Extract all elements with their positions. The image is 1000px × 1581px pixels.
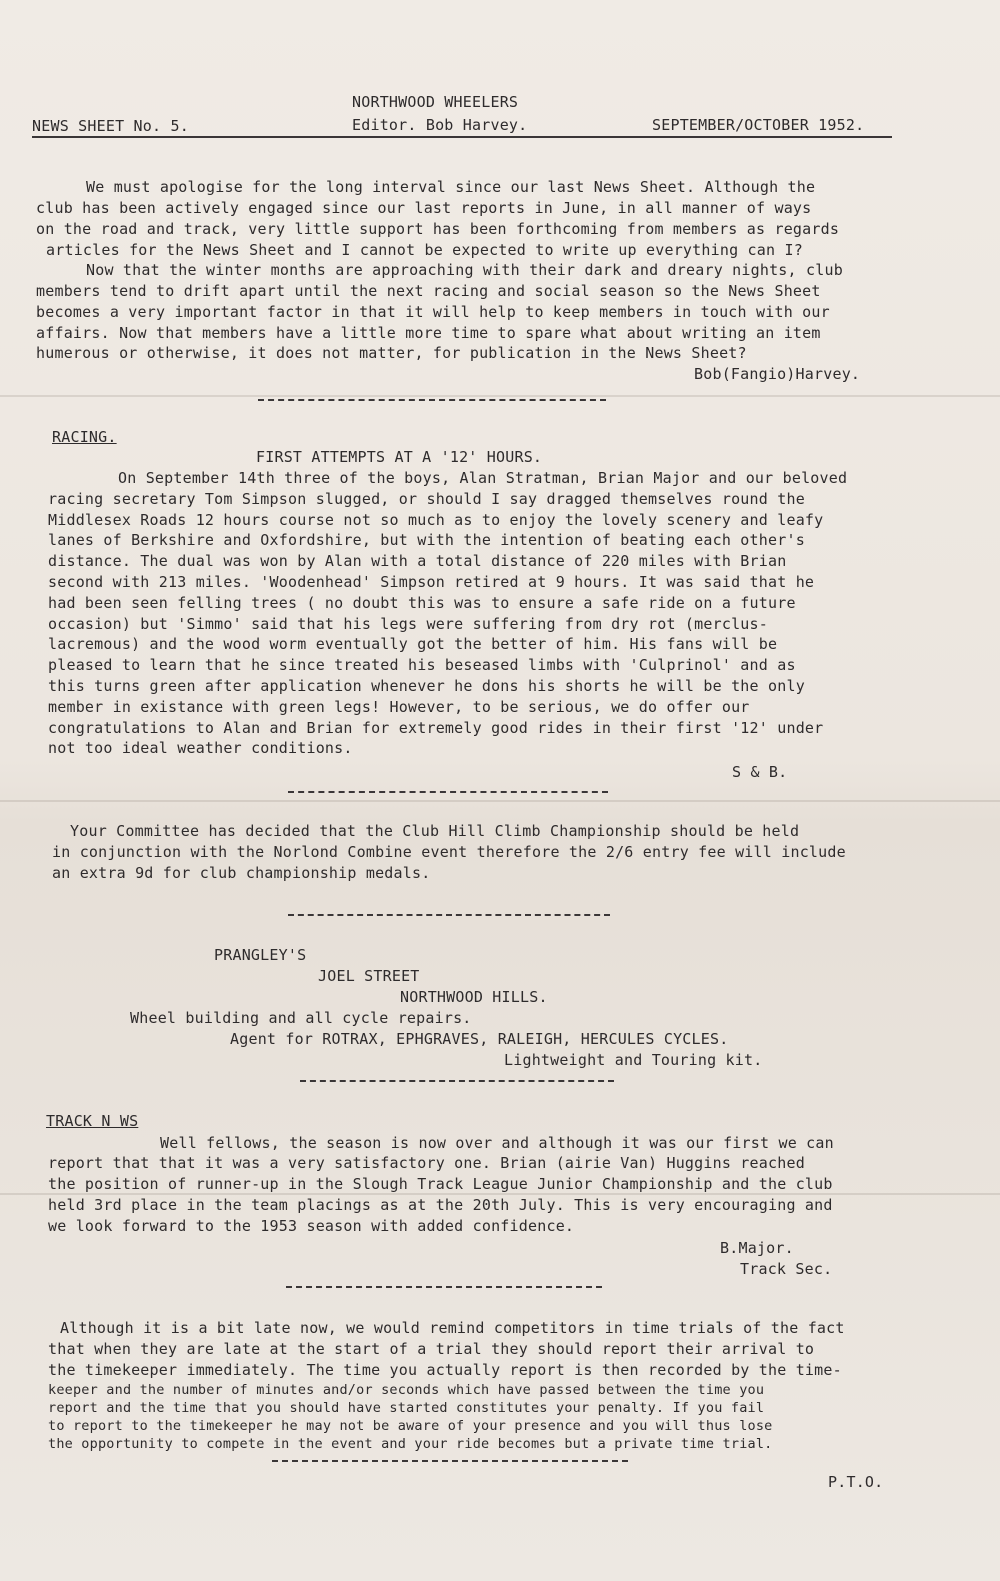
please-turn-over: P.T.O. [828,1473,884,1491]
racing-line: pleased to learn that he since treated his beseased limbs with 'Culprinol' and as [48,656,796,674]
racing-title: FIRST ATTEMPTS AT A '12' HOURS. [256,448,543,466]
paper-fold-line [0,800,1000,802]
section-divider [258,399,606,401]
track-line: the position of runner-up in the Slough Track League Junior Championship and the club [48,1175,833,1193]
advert-agents: Agent for ROTRAX, EPHGRAVES, RALEIGH, HERCULES CYCLES. [230,1030,729,1048]
track-signature-name: B.Major. [720,1239,794,1257]
racing-line: this turns green after application whenever he dons his shorts he will be the only [48,677,805,695]
racing-signature: S & B. [732,763,788,781]
advert-town: NORTHWOOD HILLS. [400,988,548,1006]
racing-heading: RACING. [52,428,117,446]
section-divider [272,1460,628,1462]
timetrial-line: the opportunity to compete in the event and your ride becomes but a private time trial. [48,1436,773,1452]
committee-line: an extra 9d for club championship medals. [52,864,431,882]
racing-line: Middlesex Roads 12 hours course not so much as to enjoy the lovely scenery and leafy [48,511,824,529]
racing-line: had been seen felling trees ( no doubt this was to ensure a safe ride on a future [48,594,796,612]
club-name: NORTHWOOD WHEELERS [352,93,519,111]
intro-line: on the road and track, very little support has been forthcoming from members as regards [36,220,840,238]
intro-signature: Bob(Fangio)Harvey. [694,365,861,383]
editor-line: Editor. Bob Harvey. [352,116,528,134]
intro-line: Now that the winter months are approaching with their dark and dreary nights, club [86,261,843,279]
racing-line: On September 14th three of the boys, Alan Stratman, Brian Major and our beloved [118,469,848,487]
advert-services: Wheel building and all cycle repairs. [130,1009,472,1027]
section-divider [300,1080,614,1082]
track-line: Well fellows, the season is now over and although it was our first we can [160,1134,834,1152]
section-divider [288,914,610,916]
intro-line: becomes a very important factor in that it will help to keep members in touch with our [36,303,830,321]
timetrial-line: that when they are late at the start of a trial they should report their arrival to [48,1340,815,1358]
timetrial-line: report and the time that you should have started constitutes your penalty. If you fail [48,1400,765,1416]
committee-line: in conjunction with the Norlond Combine event therefore the 2/6 entry fee will include [52,843,846,861]
track-news-heading: TRACK N WS [46,1112,139,1130]
track-line: report that that it was a very satisfactory one. Brian (airie Van) Huggins reached [48,1154,805,1172]
advert-shop-name: PRANGLEY'S [214,946,307,964]
racing-line: second with 213 miles. 'Woodenhead' Simpson retired at 9 hours. It was said that he [48,573,815,591]
racing-line: lacremous) and the wood worm eventually got the better of him. His fans will be [48,635,778,653]
intro-line: affairs. Now that members have a little more time to spare what about writing an item [36,324,821,342]
track-signature-role: Track Sec. [740,1260,833,1278]
intro-line: members tend to drift apart until the next racing and social season so the News Sheet [36,282,821,300]
section-divider [286,1286,602,1288]
sheet-number: NEWS SHEET No. 5. [32,117,189,135]
section-divider [288,791,608,793]
timetrial-line: the timekeeper immediately. The time you actually report is then recorded by the time- [48,1361,842,1379]
timetrial-line: keeper and the number of minutes and/or seconds which have passed between the time you [48,1382,765,1398]
timetrial-line: Although it is a bit late now, we would remind competitors in time trials of the fact [60,1319,845,1337]
racing-line: not too ideal weather conditions. [48,739,353,757]
committee-line: Your Committee has decided that the Club Hill Climb Championship should be held [70,822,800,840]
intro-line: club has been actively engaged since our last reports in June, in all manner of ways [36,199,812,217]
advert-kit: Lightweight and Touring kit. [504,1051,763,1069]
intro-line: We must apologise for the long interval since our last News Sheet. Although the [86,178,816,196]
intro-line: humerous or otherwise, it does not matter, for publication in the News Sheet? [36,344,747,362]
racing-line: occasion) but 'Simmo' said that his legs were suffering from dry rot (merclus- [48,615,768,633]
racing-line: congratulations to Alan and Brian for extremely good rides in their first '12' under [48,719,824,737]
track-line: we look forward to the 1953 season with added confidence. [48,1217,575,1235]
advert-street: JOEL STREET [318,967,420,985]
racing-line: member in existance with green legs! However, to be serious, we do offer our [48,698,750,716]
racing-line: racing secretary Tom Simpson slugged, or should I say dragged themselves round the [48,490,805,508]
track-line: held 3rd place in the team placings as at the 20th July. This is very encouraging and [48,1196,833,1214]
timetrial-line: to report to the timekeeper he may not be aware of your presence and you will thus lose [48,1418,773,1434]
header-rule [32,136,892,138]
intro-line: articles for the News Sheet and I cannot be expected to write up everything can I? [46,241,803,259]
racing-line: distance. The dual was won by Alan with a total distance of 220 miles with Brian [48,552,787,570]
paper-fold-line [0,395,1000,397]
racing-line: lanes of Berkshire and Oxfordshire, but with the intention of beating each other's [48,531,805,549]
issue-date: SEPTEMBER/OCTOBER 1952. [652,116,865,134]
